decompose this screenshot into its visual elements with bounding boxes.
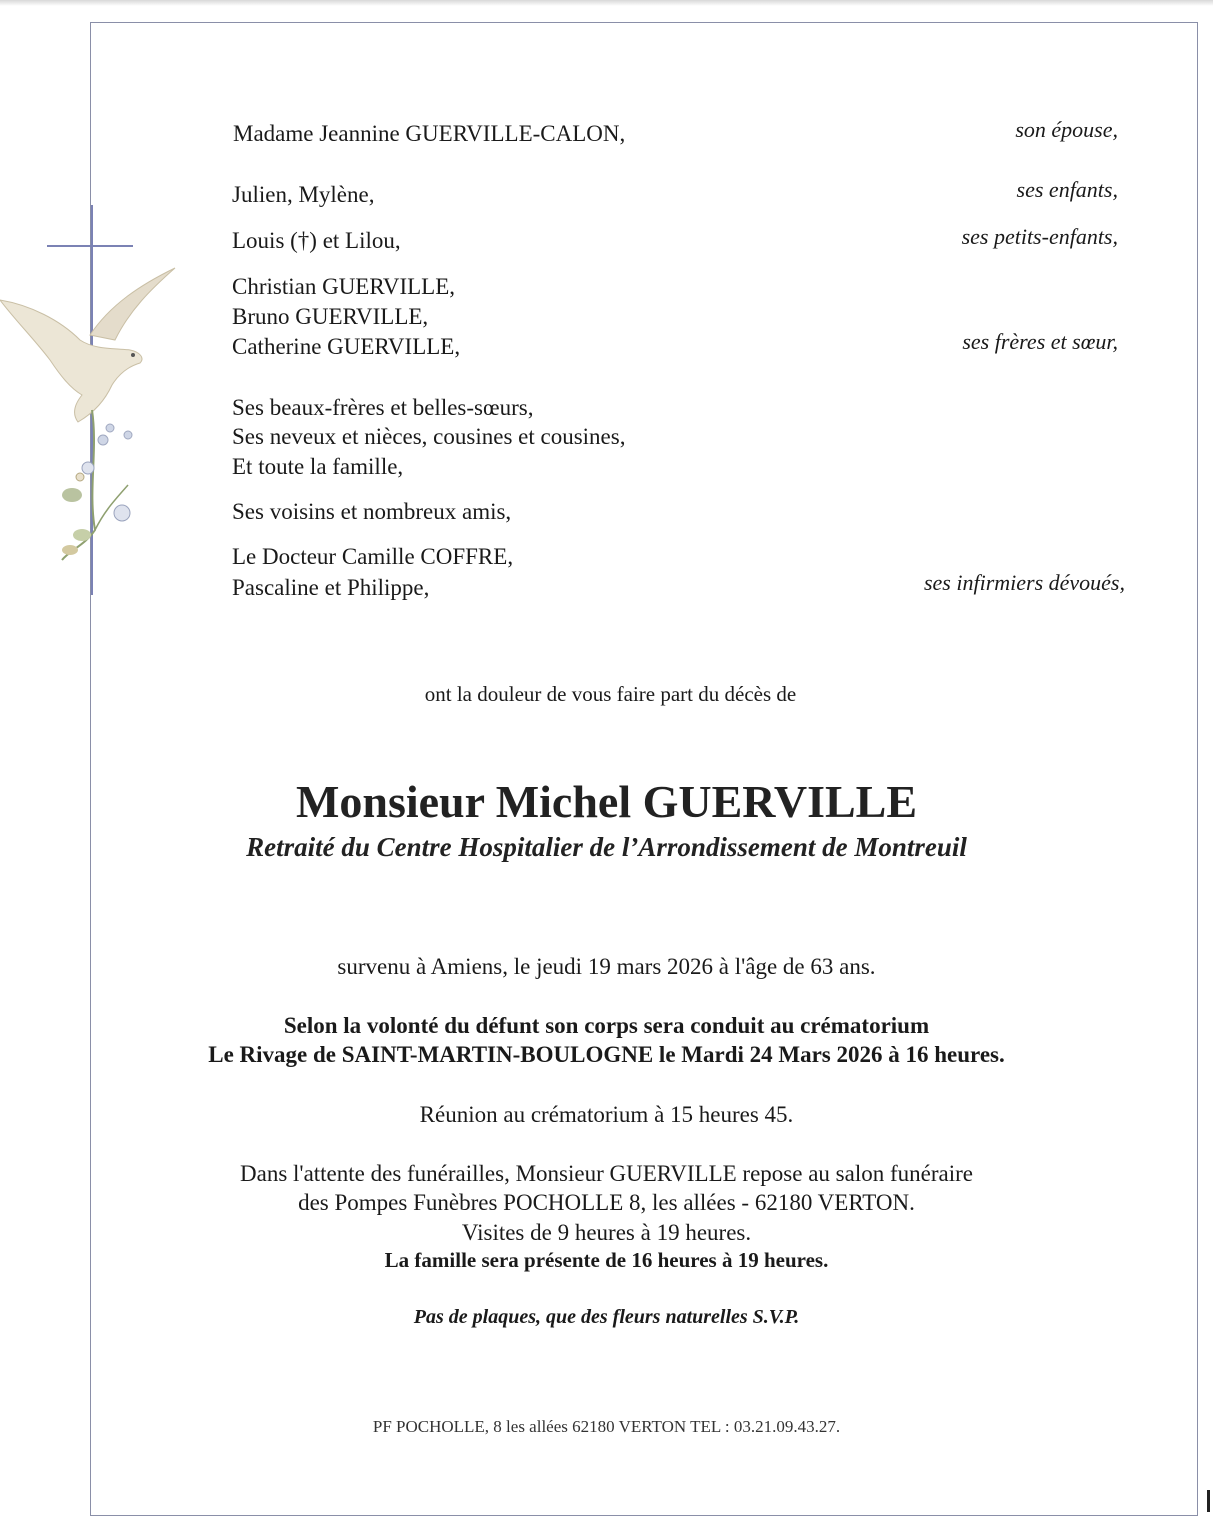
children-role: ses enfants, xyxy=(1016,177,1118,202)
siblings-role: ses frères et sœur, xyxy=(962,329,1118,354)
cross-dove-ornament xyxy=(0,200,180,600)
reunion-line: Réunion au crématorium à 15 heures 45. xyxy=(419,1102,794,1127)
rest-line-1: Dans l'attente des funérailles, Monsieur GUERVILLE repose au salon funéraire xyxy=(240,1161,973,1186)
grandchildren-role: ses petits-enfants, xyxy=(961,224,1118,249)
sibling-1: Christian GUERVILLE, xyxy=(232,274,456,299)
death-line: survenu à Amiens, le jeudi 19 mars 2026 à l'âge de 63 ans. xyxy=(337,954,876,979)
friends-line: Ses voisins et nombreux amis, xyxy=(232,499,512,524)
ceremony-line-1: Selon la volonté du défunt son corps sera conduit au crématorium xyxy=(283,1013,930,1038)
flowers-icon xyxy=(62,410,132,560)
ceremony-line-2: Le Rivage de SAINT-MARTIN-BOULOGNE le Mardi 24 Mars 2026 à 16 heures. xyxy=(208,1042,1005,1067)
extended-family-1: Ses beaux-frères et belles-sœurs, xyxy=(232,395,534,420)
grandchildren-names: Louis (†) et Lilou, xyxy=(232,228,401,253)
spouse-role: son épouse, xyxy=(1015,117,1118,142)
sibling-2: Bruno GUERVILLE, xyxy=(232,304,429,329)
carer-1: Le Docteur Camille COFFRE, xyxy=(232,544,514,569)
family-present-line: La famille sera présente de 16 heures à 19 heures. xyxy=(384,1248,829,1272)
scan-top-shadow xyxy=(0,0,1213,6)
announcement-line: ont la douleur de vous faire part du décès de xyxy=(424,682,797,706)
funeral-home-footer: PF POCHOLLE, 8 les allées 62180 VERTON TEL : 03.21.09.43.27. xyxy=(372,1417,841,1436)
carer-2: Pascaline et Philippe, xyxy=(232,575,430,600)
dove-icon xyxy=(0,268,175,422)
sibling-3: Catherine GUERVILLE, xyxy=(232,334,461,359)
extended-family-3: Et toute la famille, xyxy=(232,454,404,479)
spouse-name: Madame Jeannine GUERVILLE-CALON, xyxy=(233,121,626,146)
deceased-name: Monsieur Michel GUERVILLE xyxy=(295,776,918,827)
extended-family-2: Ses neveux et nièces, cousines et cousines, xyxy=(232,424,626,449)
rest-line-2: des Pompes Funèbres POCHOLLE 8, les allées - 62180 VERTON. xyxy=(298,1190,915,1215)
flowers-note: Pas de plaques, que des fleurs naturelles S.V.P. xyxy=(413,1306,800,1328)
deceased-title: Retraité du Centre Hospitalier de l’Arrondissement de Montreuil xyxy=(246,832,967,862)
scan-edge-mark xyxy=(1207,1490,1210,1512)
children-names: Julien, Mylène, xyxy=(232,182,375,207)
carers-role: ses infirmiers dévoués, xyxy=(923,570,1125,595)
visits-line: Visites de 9 heures à 19 heures. xyxy=(461,1220,752,1245)
